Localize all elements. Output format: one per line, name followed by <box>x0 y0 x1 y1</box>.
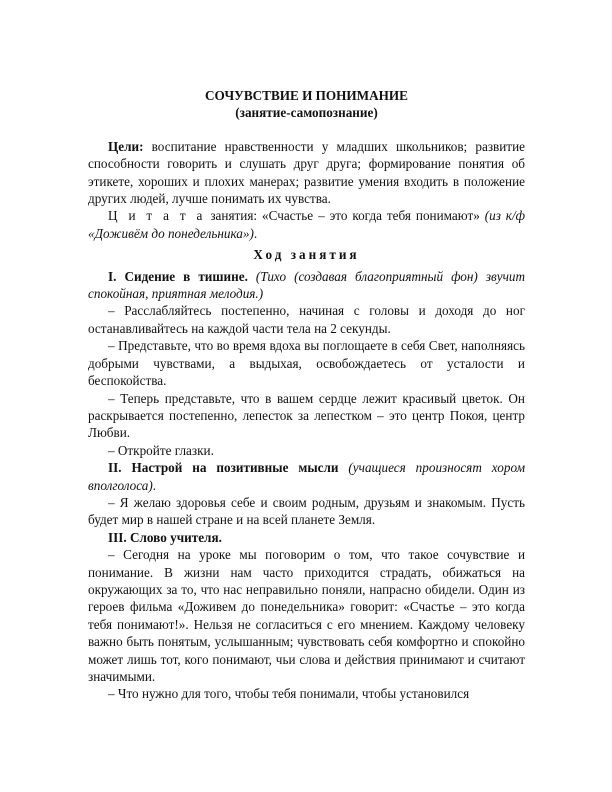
quote-label: Ц и т а т а <box>108 208 206 224</box>
page-subtitle: (занятие-самопознание) <box>235 105 378 121</box>
section1-line: – Теперь представьте, что в вашем сердце лежит красивый цветок. Он раскрывается постепенно, лепесток за лепестком – это центр Покоя, центр Любви. <box>88 390 525 441</box>
course-heading: Ход занятия <box>253 247 360 263</box>
section1-heading: I. Сидение в тишине. <box>108 268 248 284</box>
section2-heading-paragraph <box>88 459 525 494</box>
quote-text: занятия: «Счастье – это когда тебя понимают» <box>205 208 485 224</box>
section3-line: – Сегодня на уроке мы поговорим о том, что такое сочувствие и понимание. В жизни нам часто приходится страдать, обижаться на окружающих за то, что нас неправильно поняли, напрасно обидели. Один из героев фильма «Доживем до понедельника» говорит: «Счастье – это когда тебя понимают!». Нельзя не согласиться с его мнением. Каждому человеку важно быть понятым, услышанным; чувствовать себя комфортно и спокойно может лишь тот, кого понимают, чьи слова и действия принимают и считают значимыми. <box>88 547 525 684</box>
section2-line: – Я желаю здоровья себе и своим родным, друзьям и знакомым. Пусть будет мир в нашей стране и на всей планете Земля. <box>88 494 525 528</box>
document-page <box>88 87 525 703</box>
quote-end: . <box>253 225 258 241</box>
section1-note: (Тихо (создавая благоприятный фон) звучит спокойная, приятная мелодия.) <box>88 268 525 302</box>
goals-paragraph <box>88 138 525 208</box>
section3-line: – Что нужно для того, чтобы тебя понимали, чтобы установился <box>108 686 470 702</box>
section1-line: – Представьте, что во время вдоха вы поглощаете в себя Свет, наполняясь добрыми чувствами, а выдыхая, освобождаетесь от усталости и беспокойства. <box>88 338 525 389</box>
section2-heading: II. Настрой на позитивные мысли <box>108 460 339 476</box>
section1-heading-paragraph <box>88 268 525 303</box>
quote-paragraph <box>88 207 525 242</box>
quote-source: (из к/ф «Доживём до понедельника») <box>88 208 525 241</box>
goals-text: воспитание нравственности у младших школьников; развитие способности говорить и слушать друг друга; формирование понятия об этикете, хороших и плохих манерах; развитие умения входить в положение других людей, лучше понимать их чувства. <box>88 138 525 207</box>
section2-end: . <box>152 477 157 493</box>
section1-line: – Откройте глазки. <box>108 442 214 458</box>
section3-heading-paragraph <box>88 529 525 546</box>
goals-label: Цели: <box>108 138 144 154</box>
section2-note: (учащиеся произносят хором вполголоса) <box>88 460 525 493</box>
page-title: СОЧУВСТВИЕ И ПОНИМАНИЕ <box>205 88 408 103</box>
section1-line: – Расслабляйтесь постепенно, начиная с головы и доходя до ног останавливайтесь на каждой части тела на 2 секунды. <box>88 303 525 336</box>
section3-heading: III. Слово учителя. <box>108 529 222 545</box>
